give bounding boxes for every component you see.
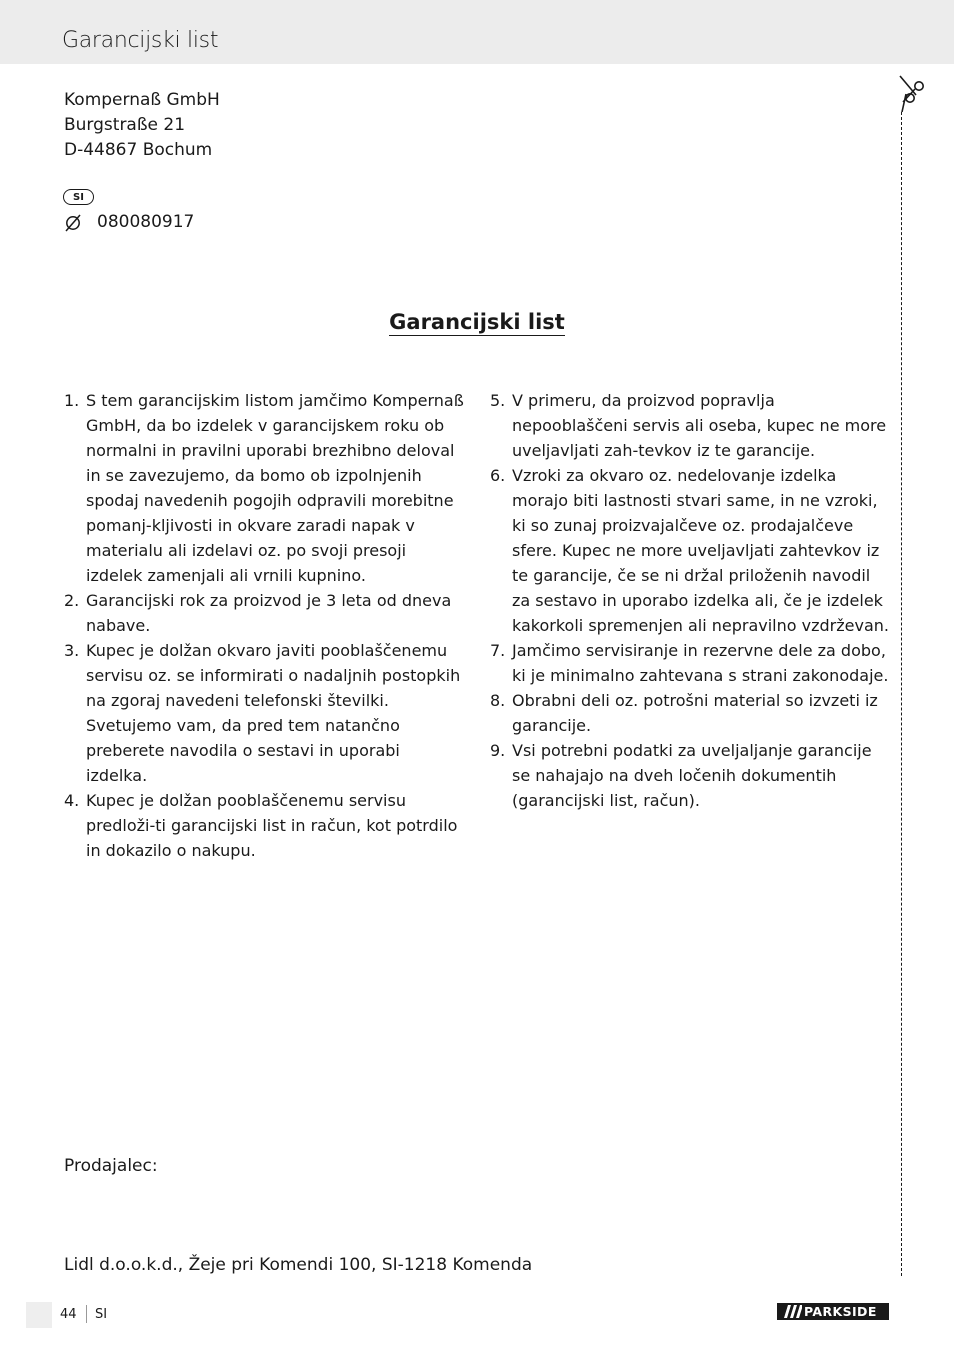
list-item: [488, 688, 890, 738]
brand-stripes-icon: [780, 1303, 802, 1320]
item-text: Obrabni deli oz. potrošni material so izvzeti iz garancije.: [512, 691, 878, 735]
list-item: [488, 638, 890, 688]
header-bar: [0, 0, 954, 64]
document-title: [0, 310, 954, 334]
page-title: Garancijski list: [62, 28, 219, 53]
list-item: [488, 738, 890, 813]
phone-number: 080080917: [97, 212, 195, 232]
phone-icon: [64, 213, 82, 233]
address-line: Burgstraße 21: [64, 115, 186, 135]
page-number: 44: [60, 1307, 77, 1322]
item-number: 5.: [490, 391, 506, 410]
item-number: 4.: [64, 791, 80, 810]
list-item: [62, 638, 466, 788]
address-line: D-44867 Bochum: [64, 140, 213, 160]
terms-left-column: [62, 388, 466, 863]
country-badge: SI: [63, 189, 94, 205]
item-number: 8.: [490, 691, 506, 710]
page-marker: [26, 1302, 52, 1328]
item-number: 7.: [490, 641, 506, 660]
item-text: V primeru, da proizvod popravlja nepooblaščeni servis ali oseba, kupec ne more uveljavljati zah-tevkov iz te garancije.: [512, 391, 887, 460]
item-text: S tem garancijskim listom jamčimo Kompernaß GmbH, da bo izdelek v garancijskem roku ob normalni in pravilni uporabi brezhibno deloval in se zavezujemo, da bomo ob izpolnjenih spodaj navedenih pogojih odpravili morebitne pomanj-kljivosti in okvare zaradi napak v materialu ali izdelavi oz. po svoji presoji izdelek zamenjali ali vrnili kupnino.: [86, 391, 464, 585]
item-number: 6.: [490, 466, 506, 485]
footer-address: Lidl d.o.o.k.d., Žeje pri Komendi 100, SI-1218 Komenda: [64, 1255, 533, 1275]
list-item: [62, 588, 466, 638]
list-item: [488, 463, 890, 638]
page-language: SI: [95, 1307, 108, 1322]
cut-line: [901, 112, 902, 1276]
item-text: Jamčimo servisiranje in rezervne dele za dobo, ki je minimalno zahtevana s strani zakonodaje.: [512, 641, 889, 685]
manufacturer-address: [64, 88, 220, 163]
item-number: 1.: [64, 391, 80, 410]
item-text: Vsi potrebni podatki za uveljaljanje garancije se nahajajo na dveh ločenih dokumentih (garancijski list, račun).: [512, 741, 872, 810]
seller-label: Prodajalec:: [64, 1156, 158, 1176]
item-number: 3.: [64, 641, 80, 660]
item-number: 2.: [64, 591, 80, 610]
item-text: Garancijski rok za proizvod je 3 leta od dneva nabave.: [86, 591, 452, 635]
scissors-icon: [890, 74, 930, 114]
page-separator: [86, 1305, 87, 1323]
item-text: Vzroki za okvaro oz. nedelovanje izdelka morajo biti lastnosti stvari same, in ne vzroki, ki so zunaj proizvajalčeve oz. prodajalčeve sfere. Kupec ne more uveljavljati zahtevkov iz te garancije, če se ni držal priloženih navodil za sestavo in uporabo izdelka ali, če je izdelek kakorkoli spremenjen ali nepravilno vzdrževan.: [512, 466, 889, 635]
item-text: Kupec je dolžan pooblaščenemu servisu predloži-ti garancijski list in račun, kot potrdilo in dokazilo o nakupu.: [86, 791, 458, 860]
list-item: [488, 388, 890, 463]
terms-right-column: [488, 388, 890, 813]
list-item: [62, 788, 466, 863]
item-number: 9.: [490, 741, 506, 760]
brand-logo: [777, 1303, 889, 1320]
item-text: Kupec je dolžan okvaro javiti pooblaščenemu servisu oz. se informirati o nadaljnih postopkih na zgoraj navedeni telefonski številki. Svetujemo vam, da pred tem natančno preberete navodila o sestavi in uporabi izdelka.: [86, 641, 461, 785]
address-line: Kompernaß GmbH: [64, 90, 220, 110]
document-title-text: Garancijski list: [389, 310, 565, 334]
list-item: [62, 388, 466, 588]
brand-name: PARKSIDE: [804, 1304, 877, 1319]
